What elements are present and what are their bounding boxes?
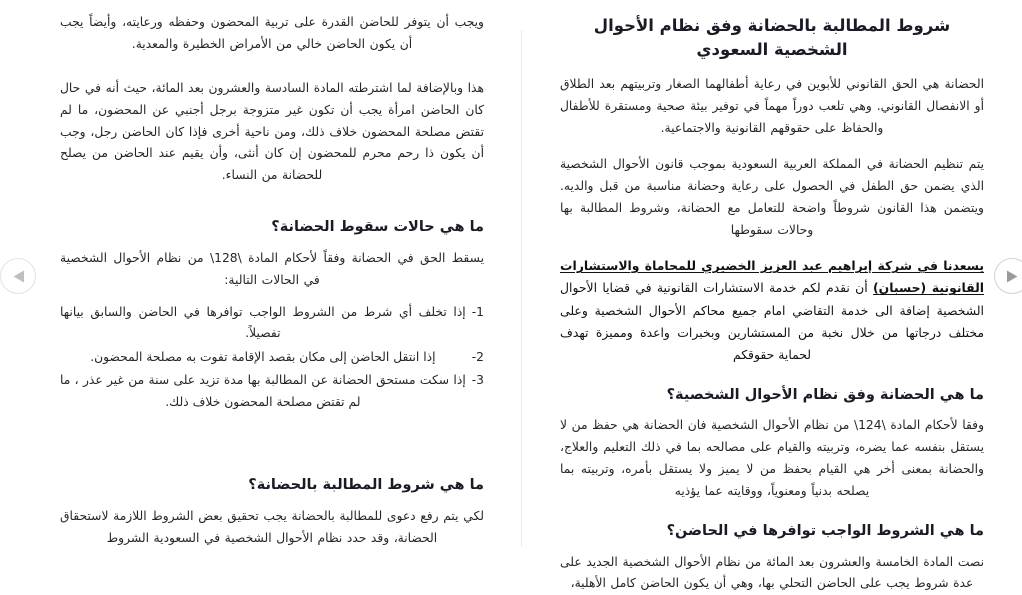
article-column-second <box>22 0 522 547</box>
section-heading-claim-conditions: ما هي شروط المطالبة بالحضانة؟ <box>248 477 484 494</box>
section-heading-custodian-conditions: ما هي الشروط الواجب توافرها في الحاضن؟ <box>666 522 984 539</box>
next-slide-button[interactable] <box>994 258 1022 294</box>
previous-slide-button[interactable] <box>0 258 36 294</box>
list-item <box>60 370 484 413</box>
paragraph-custody-forfeiture-intro: يسقط الحق في الحضانة وفقاً لأحكام المادة \128\ من نظام الأحوال الشخصية في الحالات التالية: <box>60 250 484 287</box>
article-column-first <box>522 0 1022 591</box>
section-heading-what-is-custody: ما هي الحضانة وفق نظام الأحوال الشخصية؟ <box>666 386 984 403</box>
law-firm-promo-paragraph <box>560 255 984 367</box>
law-firm-name: يسعدنا في شركة إبراهيم عبد العزيز الخضيري للمحاماة والاستشارات القانونية (حسبان) <box>560 257 984 296</box>
page-title: شروط المطالبة بالحضانة وفق نظام الأحوال الشخصية السعودي <box>593 16 951 59</box>
column-divider <box>521 30 522 547</box>
paragraph-custodian-capability: ويجب أن يتوفر للحاضن القدرة على تربية المحضون وحفظه ورعايته، وأيضاً يجب أن يكون الحاضن خالي من الأمراض الخطيرة والمعدية. <box>60 15 484 51</box>
paragraph-what-is-custody: وفقا لأحكام المادة \124\ من نظام الأحوال الشخصية فان الحضانة هي حفظ من لا يستقل بنفسه عما يضره، وتربيته والقيام على مصالحه بما في ذلك التعليم والعلاج، والحضانة بمعنى أخر هي القيام بحفظ من لا يميز ولا يستقل بأمره، وتربيته بما يصلحه بدنياً ومعنوياً، ووقايته عما يؤذيه <box>560 418 985 498</box>
list-item-text: إذا سكت مستحق الحضانة عن المطالبة بها مدة تزيد على سنة من غير عذر ، ما لم تقتض مصلحة المحضون خلاف ذلك. <box>60 373 466 409</box>
list-item <box>60 302 484 345</box>
section-heading-custody-forfeiture: ما هي حالات سقوط الحضانة؟ <box>271 219 484 236</box>
law-firm-promo-rest: أن نقدم لكم خدمة الاستشارات القانونية في قضايا الأحوال الشخصية إضافة الى خدمة التقاضي امام جميع محاكم الأحوال الشخصية وعلى مختلف درجاتها من خلال نخبة من المستشارين وبخبرات واعدة ومميزة تهدف لحماية حقوقكم <box>560 280 984 363</box>
forfeiture-conditions-list <box>60 302 484 414</box>
list-marker: -1 <box>471 304 484 319</box>
intro-paragraph-2: يتم تنظيم الحضانة في المملكة العربية السعودية بموجب قانون الأحوال الشخصية الذي يضمن حق الطفل في الحصول على رعاية وحضانة مناسبة من قبل والديه. ويتضمن هذا القانون شروطاً واضحة للتعامل مع الحضانة، وشروط المطالبة بها وحالات سقوطها <box>560 157 984 238</box>
chevron-left-circle-icon <box>12 269 25 284</box>
paragraph-claim-conditions: لكي يتم رفع دعوى للمطالبة بالحضانة يجب تحقيق بعض الشروط اللازمة لاستحقاق الحضانة، وقد حدد نظام الأحوال الشخصية في السعودية الشروط <box>60 508 484 545</box>
list-item-text: إذا تخلف أي شرط من الشروط الواجب توافرها في الحاضن والسابق بيانها تفصيلاً. <box>60 304 466 341</box>
list-marker: -2 <box>471 349 484 364</box>
chevron-right-circle-icon <box>1006 269 1019 284</box>
intro-paragraph-1: الحضانة هي الحق القانوني للأبوين في رعاية أطفالهما الصغار وتربيتهم بعد الطلاق أو الانفصال القانوني. وهي تلعب دوراً مهماً في توفير بيئة صحية ومستقرة للأطفال والحفاظ على حقوقهم القانونية والاجتماعية. <box>560 76 984 135</box>
document-page <box>22 0 1022 591</box>
paragraph-custodian-conditions: نصت المادة الخامسة والعشرون بعد المائة من نظام الأحوال الشخصية الجديد على عدة شروط يجب على الحاضن التحلي بها، وهي أن يكون الحاضن كامل الأهلية، <box>560 554 984 591</box>
list-item <box>60 347 484 369</box>
list-marker: -3 <box>471 373 484 388</box>
list-item-text: إذا انتقل الحاضن إلى مكان بقصد الإقامة تفوت به مصلحة المحضون. <box>90 349 436 364</box>
paragraph-article-126: هذا وبالإضافة لما اشترطته المادة السادسة والعشرون بعد المائة، حيث أنه في حال كان الحاضن امرأة يجب أن تكون غير متزوجة برجل أجنبي عن المحضون، ما لم تقتض مصلحة المحضون خلاف ذلك، ومن ناحية أخرى فإذا كان الحاضن رجل، وجب أن يكون ذا رحم محرم للمحضون إن كان أنثى، وأن يقيم عند الحاضن من يصلح للحضانة من النساء. <box>60 80 484 183</box>
